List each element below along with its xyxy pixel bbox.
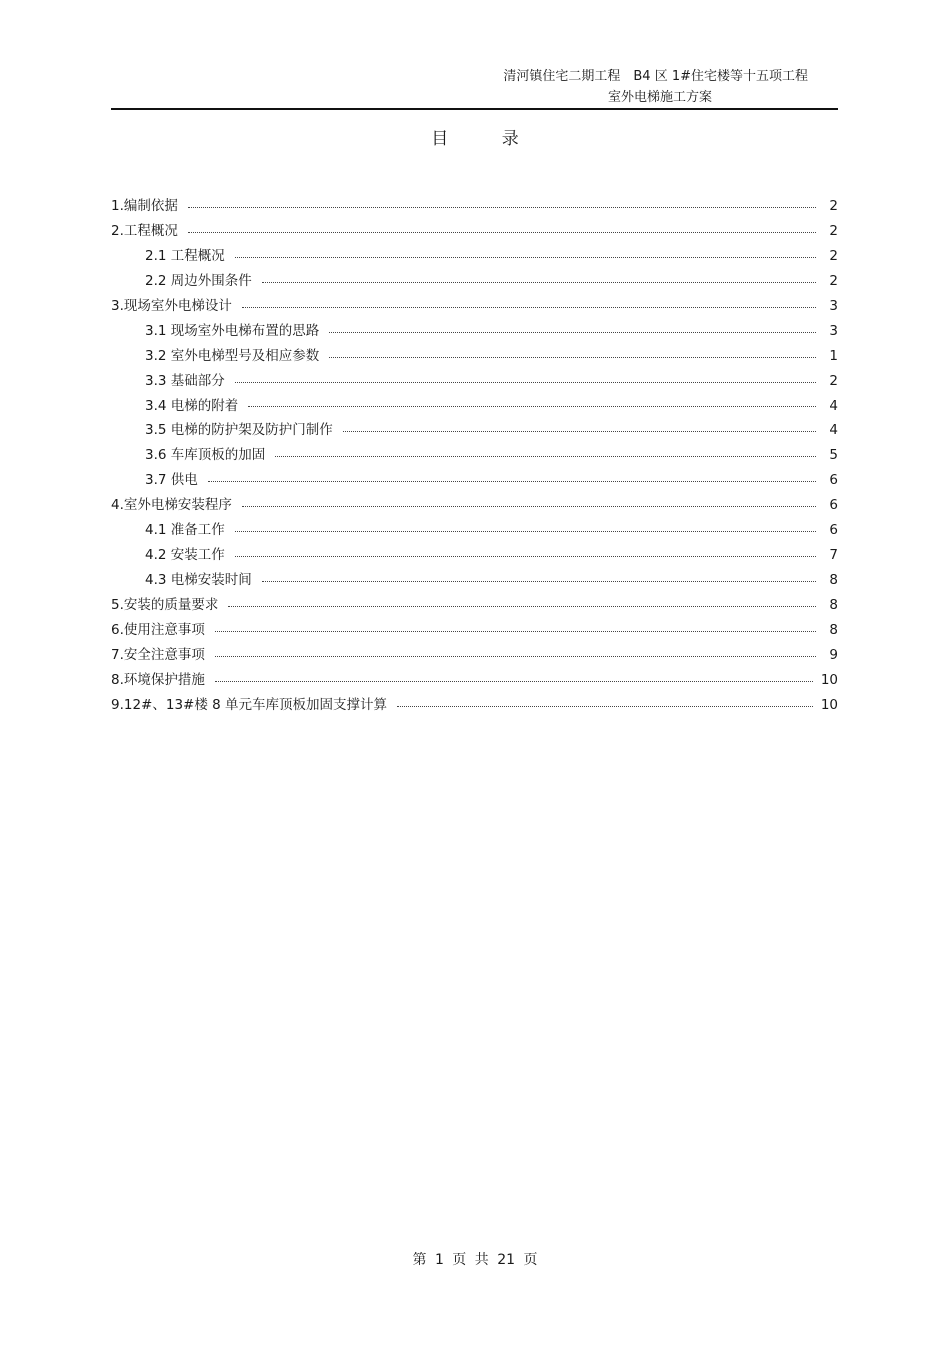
toc-entry-page-number: 2 [829,247,838,264]
toc-entry-label: 8.环境保护措施 [111,671,205,688]
toc-entry-label: 3.1 现场室外电梯布置的思路 [145,322,320,339]
toc-entry-page-number: 2 [829,198,838,214]
toc-entry-label: 6.使用注意事项 [111,621,205,638]
toc-dot-leader [275,456,816,457]
toc-dot-leader [188,232,816,233]
toc-entry-label: 7.安全注意事项 [111,646,205,663]
toc-entry-label: 3.现场室外电梯设计 [111,297,232,314]
toc-dot-leader [248,406,816,407]
toc-entry[interactable] [111,369,838,394]
toc-entry[interactable] [111,668,838,693]
toc-entry[interactable] [111,543,838,568]
toc-entry[interactable] [111,418,838,443]
toc-entry-page-number: 3 [829,297,838,314]
toc-entry-page-number: 1 [829,347,838,364]
toc-entry-label: 3.7 供电 [145,472,198,489]
toc-entry-label: 2.2 周边外围条件 [145,272,252,289]
toc-entry-page-number: 8 [829,597,838,613]
toc-entry-page-number: 5 [829,447,838,464]
toc-entry-page-number: 4 [829,397,838,414]
header-document-title: 室外电梯施工方案 [607,90,712,105]
toc-dot-leader [329,332,816,333]
toc-entry-label: 4.室外电梯安装程序 [111,497,232,514]
toc-entry-page-number: 6 [829,522,838,539]
toc-entry-label: 3.4 电梯的附着 [145,397,239,414]
toc-entry[interactable] [111,194,838,219]
toc-entry-page-number: 8 [829,572,838,589]
toc-dot-leader [188,207,816,208]
toc-entry[interactable] [111,593,838,618]
toc-entry[interactable] [111,443,838,468]
toc-entry-page-number: 6 [829,497,838,514]
toc-entry-label: 4.1 准备工作 [145,522,225,539]
toc-entry-page-number: 2 [829,272,838,289]
toc-entry-label: 5.安装的质量要求 [111,597,219,613]
toc-dot-leader [397,706,813,707]
toc-entry-label: 2.工程概况 [111,222,178,239]
toc-dot-leader [208,481,816,482]
toc-entry[interactable] [111,493,838,518]
toc-entry[interactable] [111,294,838,319]
header-divider [111,108,838,110]
toc-entry-page-number: 6 [829,472,838,489]
toc-entry-page-number: 10 [820,671,838,688]
toc-entry-page-number: 8 [829,621,838,638]
toc-entry[interactable] [111,394,838,419]
toc-dot-leader [215,631,816,632]
toc-dot-leader [215,656,816,657]
toc-entry[interactable] [111,219,838,244]
table-of-contents [111,194,838,718]
toc-entry[interactable] [111,693,838,718]
toc-entry-label: 1.编制依据 [111,198,178,214]
page-footer: 第 1 页 共 21 页 [412,1252,538,1268]
toc-dot-leader [235,382,816,383]
toc-entry[interactable] [111,568,838,593]
toc-dot-leader [343,431,816,432]
toc-entry-label: 3.3 基础部分 [145,372,225,389]
toc-entry[interactable] [111,618,838,643]
toc-entry-page-number: 2 [829,222,838,239]
toc-entry-label: 3.6 车库顶板的加固 [145,447,266,464]
toc-entry[interactable] [111,344,838,369]
toc-title: 目 录 [431,129,543,149]
toc-dot-leader [242,307,816,308]
toc-entry-page-number: 9 [829,646,838,663]
page-header [308,66,808,108]
toc-entry-page-number: 10 [820,696,838,713]
toc-entry[interactable] [111,319,838,344]
toc-dot-leader [215,681,813,682]
toc-entry[interactable] [111,468,838,493]
toc-entry-label: 4.2 安装工作 [145,547,225,564]
toc-entry[interactable] [111,269,838,294]
toc-entry-page-number: 4 [829,422,838,439]
toc-entry-page-number: 3 [829,322,838,339]
toc-entry-label: 9.12#、13#楼 8 单元车库顶板加固支撑计算 [111,696,388,713]
toc-dot-leader [262,282,816,283]
toc-entry-page-number: 7 [829,547,838,564]
toc-entry-label: 4.3 电梯安装时间 [145,572,252,589]
toc-dot-leader [329,357,816,358]
toc-entry[interactable] [111,643,838,668]
toc-dot-leader [228,606,816,607]
toc-dot-leader [235,257,816,258]
header-project-title: 清河镇住宅二期工程 B4 区 1#住宅楼等十五项工程 [503,69,808,84]
toc-entry[interactable] [111,244,838,269]
toc-entry-page-number: 2 [829,372,838,389]
toc-entry-label: 3.5 电梯的防护架及防护门制作 [145,422,333,439]
toc-entry-label: 3.2 室外电梯型号及相应参数 [145,347,320,364]
toc-dot-leader [262,581,816,582]
toc-dot-leader [235,531,816,532]
toc-entry[interactable] [111,518,838,543]
toc-entry-label: 2.1 工程概况 [145,247,225,264]
toc-dot-leader [242,506,816,507]
toc-dot-leader [235,556,816,557]
